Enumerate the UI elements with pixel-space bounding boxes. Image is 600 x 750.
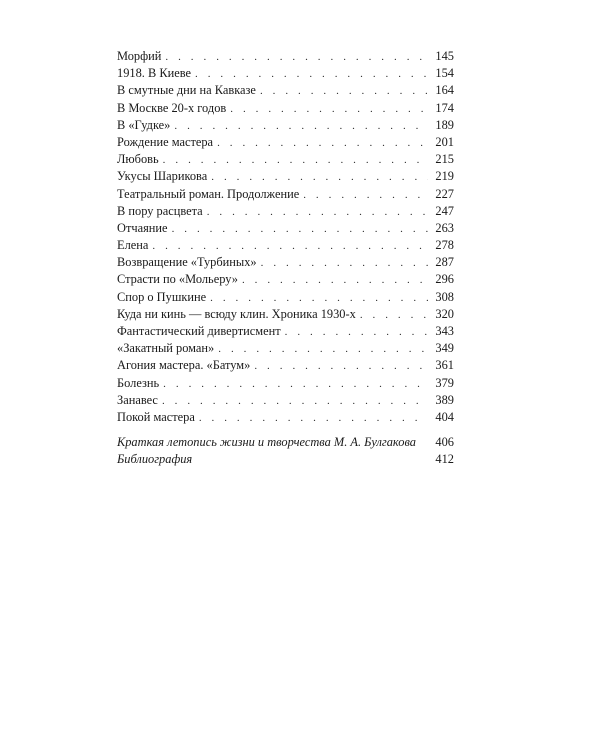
dot-leader: [165, 49, 428, 66]
toc-entry-page: 164: [435, 83, 454, 98]
toc-entry-page: 296: [435, 272, 454, 287]
toc-appendix-entry: [117, 434, 454, 451]
toc-entry-title: Покой мастера: [117, 409, 195, 424]
toc-entry-title: 1918. В Киеве: [117, 66, 192, 81]
toc-entry-title: Страсти по «Мольеру»: [117, 272, 238, 287]
toc-entry: [117, 340, 454, 357]
toc-appendix-page: 412: [435, 452, 454, 467]
toc-entry: [117, 271, 454, 288]
toc-entry-page: 278: [435, 238, 454, 253]
toc-appendix-title: Библиография: [117, 452, 193, 467]
toc-entry: [117, 151, 454, 168]
toc-entry-title: Куда ни кинь — всюду клин. Хроника 1930-х: [117, 306, 356, 321]
section-gap: [117, 426, 454, 434]
toc-entry: [117, 289, 454, 306]
toc-entry-title: Фантастический дивертисмент: [117, 324, 281, 338]
dot-leader: [199, 410, 428, 427]
toc-entry-page: 389: [435, 392, 454, 407]
toc-entry-title: В смутные дни на Кавказе: [117, 83, 256, 98]
dot-leader: [360, 307, 428, 324]
toc-entry-title: Спор о Пушкине: [117, 289, 207, 304]
toc-entry: [117, 220, 454, 237]
dot-leader: [242, 272, 428, 289]
dot-leader: [303, 187, 428, 204]
dot-leader: [218, 341, 428, 358]
toc-entry: [117, 254, 454, 271]
toc-entry: [117, 203, 454, 220]
toc-entry: [117, 375, 454, 392]
toc-entry-page: 189: [435, 117, 454, 132]
dot-leader: [254, 358, 428, 375]
dot-leader: [195, 66, 428, 83]
dot-leader: [163, 376, 428, 393]
toc-entry: [117, 186, 454, 203]
toc-entry-page: 287: [435, 255, 454, 270]
toc-entry-title: Возвращение «Турбиных»: [117, 255, 257, 270]
toc-entry-page: 361: [435, 358, 454, 373]
toc-entry-page: 404: [435, 409, 454, 424]
toc-entry-title: Елена: [117, 238, 149, 253]
dot-leader: [172, 221, 428, 238]
toc-entry: [117, 357, 454, 374]
toc-entry-page: 219: [435, 169, 454, 184]
toc-entry-page: 263: [435, 220, 454, 235]
toc-entry-title: В Москве 20-х годов: [117, 100, 227, 115]
toc-entry: [117, 48, 454, 65]
toc-appendix-title: Краткая летопись жизни и творчества М. А. Булгакова: [117, 435, 416, 450]
toc-entry: [117, 323, 454, 340]
toc-appendix-entry: [117, 451, 454, 468]
toc-entry-title: Морфий: [117, 49, 162, 63]
toc-entry: [117, 168, 454, 185]
dot-leader: [174, 118, 428, 135]
toc-entry-page: 320: [435, 306, 454, 321]
toc-entry-title: В «Гудке»: [117, 117, 171, 132]
toc-entry-title: Театральный роман. Продолжение: [117, 186, 300, 201]
dot-leader: [261, 255, 428, 272]
toc-entry-title: Укусы Шарикова: [117, 169, 208, 184]
toc-entry-page: 308: [435, 289, 454, 304]
toc-entry-page: 174: [435, 100, 454, 115]
toc-entry-title: Агония мастера. «Батум»: [117, 358, 251, 373]
toc-entry-page: 145: [435, 49, 454, 63]
toc-entry-page: 201: [435, 134, 454, 149]
toc-entry-page: 154: [435, 66, 454, 81]
dot-leader: [210, 290, 428, 307]
toc-appendix-page: 406: [435, 435, 454, 450]
toc-entry-title: Отчаяние: [117, 220, 168, 235]
toc-entry-title: Болезнь: [117, 375, 160, 390]
toc-entry-page: 215: [435, 152, 454, 167]
dot-leader: [217, 135, 428, 152]
toc-entry-page: 343: [435, 324, 454, 338]
toc-entry-page: 349: [435, 341, 454, 356]
toc-entry: [117, 134, 454, 151]
toc-entry: [117, 100, 454, 117]
toc-entry-title: Рождение мастера: [117, 134, 214, 149]
dot-leader: [211, 169, 428, 186]
dot-leader: [162, 393, 428, 410]
toc-entry-title: Занавес: [117, 392, 158, 407]
dot-leader: [207, 204, 428, 221]
toc-entry-page: 227: [435, 186, 454, 201]
table-of-contents: [117, 48, 454, 469]
dot-leader: [230, 101, 428, 118]
toc-entry-title: В пору расцвета: [117, 203, 203, 218]
toc-entry: [117, 65, 454, 82]
dot-leader: [285, 324, 428, 341]
toc-entry: [117, 392, 454, 409]
toc-entry-title: «Закатный роман»: [117, 341, 215, 356]
dot-leader: [260, 83, 428, 100]
dot-leader: [163, 152, 428, 169]
toc-entry: [117, 306, 454, 323]
toc-entry: [117, 117, 454, 134]
dot-leader: [152, 238, 428, 255]
toc-entry-page: 379: [435, 375, 454, 390]
toc-entry: [117, 82, 454, 99]
toc-entry-title: Любовь: [117, 152, 159, 167]
toc-entry: [117, 237, 454, 254]
toc-entry-page: 247: [435, 203, 454, 218]
toc-entry: [117, 409, 454, 426]
